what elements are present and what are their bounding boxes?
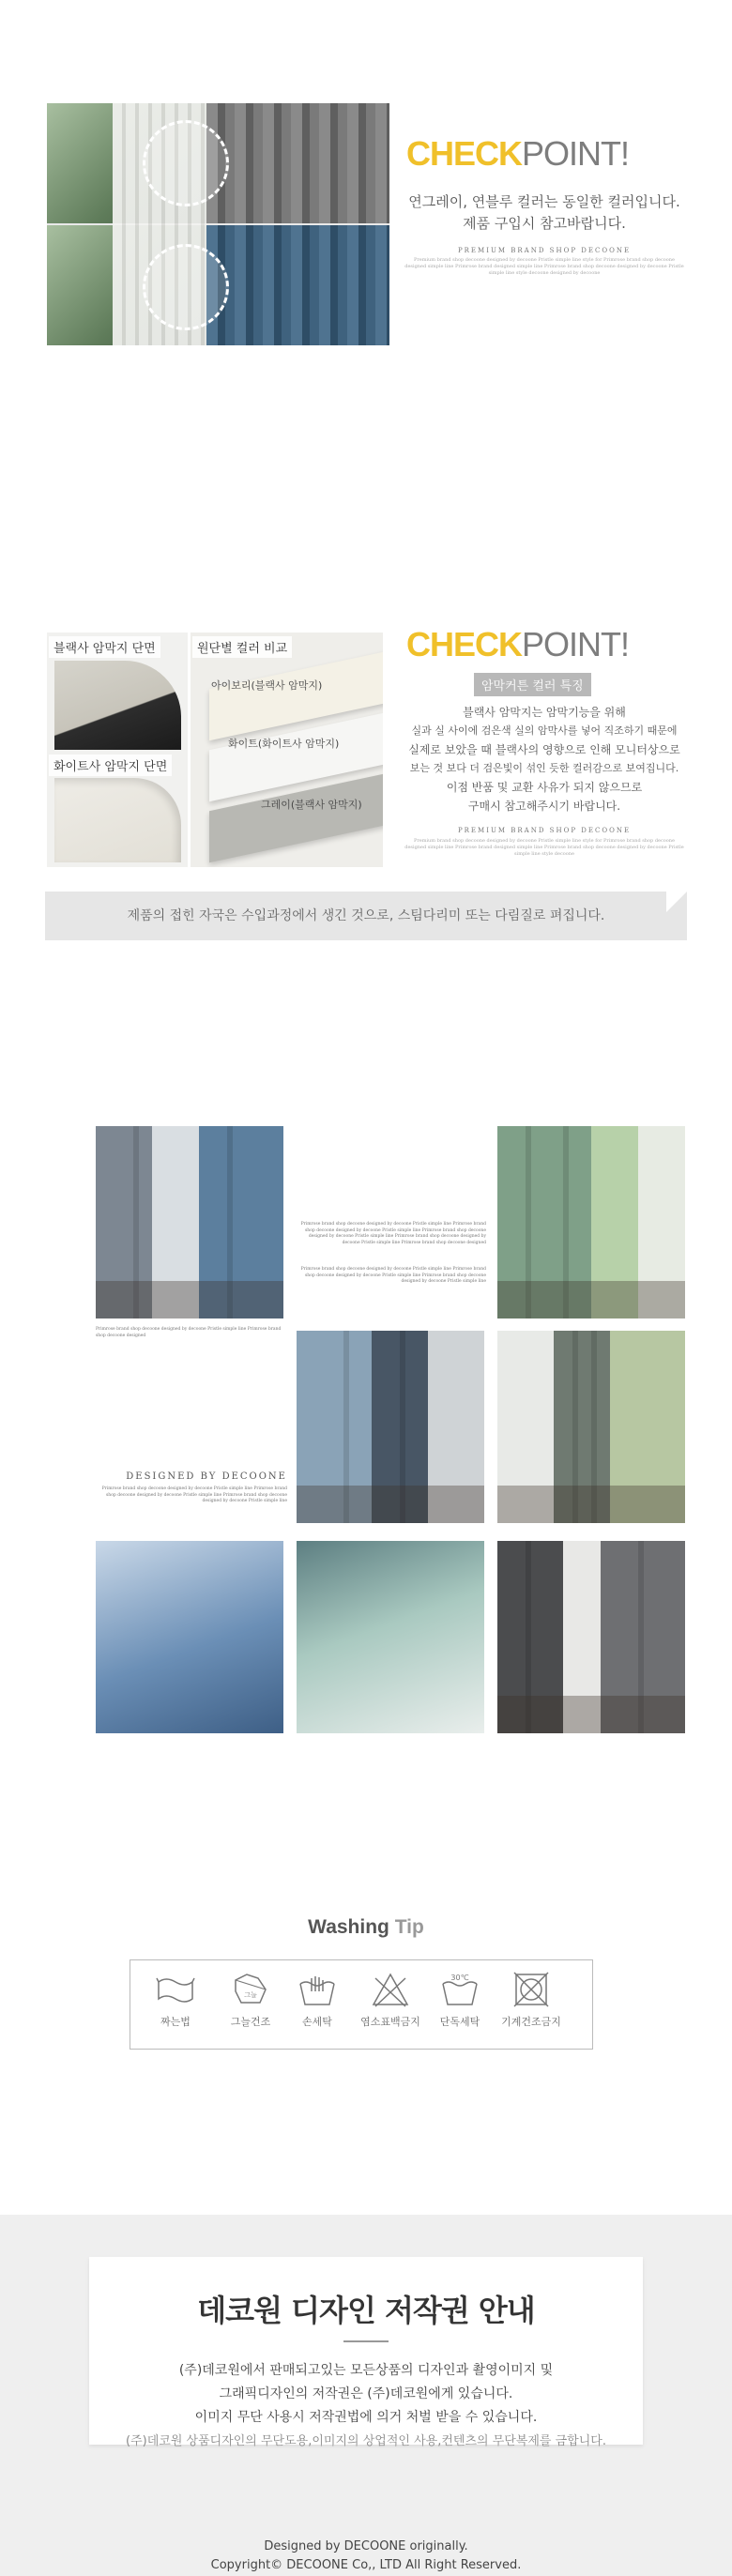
wash-item-wring	[145, 1971, 206, 2029]
label-gray: 그레이(블랙사 암막지)	[261, 799, 362, 811]
gallery-photo-curtains-gray-blue	[96, 1126, 283, 1318]
washing-tip-title	[0, 1916, 732, 1939]
shade-dry-mark: 그늘	[244, 1991, 257, 1999]
designed-by-label: DESIGNED BY DECOONE	[126, 1471, 287, 1482]
color-compare-photo	[191, 633, 383, 867]
wash-30-icon	[439, 1971, 480, 2008]
checkpoint2-title	[406, 625, 629, 664]
wash-label: 기계건조금지	[501, 2016, 561, 2028]
wash-label: 염소표백금지	[360, 2016, 420, 2028]
gallery-caption: Primrose brand shop decoone designed by decoone Pristle simple line Primrose brand shop decoone designed by decoone Pristle simple line Primrose brand shop decoone designed by decoone Pristle simple line Primrose brand shop decoone designed by decoone Pristle simple line Primrose brand shop decoone designed	[300, 1222, 486, 1245]
gallery-photo-curtains-dark-gray	[497, 1541, 685, 1733]
wash-item-no-tumble-dry	[501, 1971, 561, 2029]
curtain-color-photo	[47, 103, 389, 345]
checkpoint2-description	[404, 703, 685, 815]
blackout-badge: 암막커튼 컬러 특징	[474, 673, 591, 696]
copyright-line: 그래픽디자인의 저작권은 (주)데코원에게 있습니다.	[219, 2386, 513, 2401]
gallery-caption: Primrose brand shop decoone designed by decoone Pristle simple line Primrose brand shop decoone designed by decoone Pristle simple line Primrose brand shop decoone designed by decoone Pristle simple line	[101, 1486, 287, 1503]
gallery-photo-curtains-gray-window	[497, 1331, 685, 1523]
label-white-section: 화이트사 암막지 단면	[49, 755, 172, 776]
wash-item-shade-dry	[221, 1971, 281, 2029]
fine-print: Premium brand shop decoone designed by decoone Pristle simple line style for Primrose brand shop decoone designed simple line Primrose brand designed simple line Primrose brand shop decoone designed by decoone Pristle simple line style decoone	[404, 838, 684, 857]
no-tumble-dry-icon	[511, 1971, 552, 2008]
blackout-section-photo	[47, 633, 188, 867]
description-line: 보는 것 보다 더 검은빛이 섞인 듯한 컬러감으로 보여집니다.	[409, 762, 679, 774]
hand-wash-icon	[155, 1971, 196, 2008]
gallery-photo-curtains-green	[497, 1126, 685, 1318]
description-line: 제품 구입시 참고바랍니다.	[463, 215, 626, 232]
copyright-line: 이미지 무단 사용시 저작권법에 의거 처벌 받을 수 있습니다.	[194, 2410, 538, 2425]
washing-title-tip: Tip	[394, 1916, 424, 1938]
copyright-body	[89, 2359, 643, 2453]
checkpoint2-title-point: POINT!	[522, 625, 630, 663]
wash-label: 짜는법	[160, 2016, 191, 2028]
light-blue-curtain	[206, 225, 389, 345]
label-ivory: 아이보리(블랙사 암막지)	[211, 679, 323, 692]
highlight-circle-top	[143, 120, 229, 206]
wash-label: 그늘건조	[230, 2016, 271, 2028]
gallery-caption: Primrose brand shop decoone designed by decoone Pristle simple line Primrose brand shop decoone designed	[96, 1327, 282, 1338]
wash-label: 손세탁	[302, 2016, 332, 2028]
description-line: 이점 반품 및 교환 사유가 되지 않으므로	[446, 781, 643, 794]
highlight-circle-bottom	[143, 244, 229, 330]
checkpoint-title-check: CHECK	[406, 134, 523, 173]
gallery-caption: Primrose brand shop decoone designed by decoone Pristle simple line Primrose brand shop decoone designed by decoone Pristle simple line Primrose brand shop decoone designed by decoone Pristle simple line	[300, 1267, 486, 1284]
hand-wash-basin-icon	[297, 1971, 338, 2008]
description-line: 구매시 참고해주시기 바랍니다.	[467, 800, 621, 813]
gallery-photo-blue-fabric	[96, 1541, 283, 1733]
fine-print: Premium brand shop decoone designed by decoone Pristle simple line style for Primrose brand shop decoone designed simple line Primrose brand designed simple line Primrose brand shop decoone designed by decoone Pristle simple line style decoone designed by decoone	[404, 257, 684, 276]
description-line: 연그레이, 연블루 컬러는 동일한 컬러입니다.	[408, 193, 680, 210]
checkpoint-title	[406, 134, 629, 174]
shade-dry-icon	[230, 1971, 271, 2008]
description-line: 실과 실 사이에 검은색 실의 암막사를 넣어 직조하기 때문에	[411, 724, 678, 737]
brand-line: PREMIUM BRAND SHOP DECOONE	[457, 247, 632, 254]
checkpoint-title-point: POINT!	[522, 134, 630, 173]
black-blackout-fabric	[54, 661, 181, 750]
gallery-photo-curtains-blue-white	[297, 1331, 484, 1523]
wash-30-mark: 30℃	[450, 1974, 469, 1982]
wash-item-no-bleach	[360, 1971, 420, 2029]
checkpoint2-title-check: CHECK	[406, 625, 523, 663]
label-white: 화이트(화이트사 암막지)	[228, 738, 340, 750]
wash-item-separate-wash	[430, 1971, 490, 2029]
checkpoint-description	[404, 191, 685, 235]
gallery-photo-fabric-swatches	[297, 1541, 484, 1733]
copyright-line: (주)데코원 상품디자인의 무단도용,이미지의 상업적인 사용,컨텐츠의 무단복제를 금합니다.	[126, 2434, 606, 2448]
credit-text	[0, 2538, 732, 2575]
light-gray-curtain	[206, 103, 389, 223]
wash-label: 단독세탁	[439, 2016, 480, 2028]
washing-title-main: Washing	[308, 1916, 389, 1938]
no-bleach-icon	[370, 1971, 411, 2008]
title-divider	[343, 2340, 389, 2342]
description-line: 실제로 보았을 때 블랙사의 영향으로 인해 모니터상으로	[408, 743, 680, 756]
white-blackout-fabric	[54, 778, 181, 862]
copyright-line: (주)데코원에서 판매되고있는 모든상품의 디자인과 촬영이미지 및	[178, 2363, 554, 2378]
notice-banner-text: 제품의 접힌 자국은 수입과정에서 생긴 것으로, 스팀다리미 또는 다림질로 펴집니다.	[127, 908, 605, 923]
wash-item-hand-wash	[287, 1971, 347, 2029]
credit-line: Designed by DECOONE originally.	[264, 2539, 468, 2553]
copyright-title: 데코원 디자인 저작권 안내	[197, 2293, 535, 2328]
label-black-section: 블랙사 암막지 단면	[49, 636, 160, 658]
brand-line: PREMIUM BRAND SHOP DECOONE	[457, 827, 632, 834]
credit-line: Copyright© DECOONE Co,, LTD All Right Reserved.	[210, 2558, 522, 2572]
description-line: 블랙사 암막지는 암막기능을 위해	[463, 706, 626, 719]
label-compare: 원단별 컬러 비교	[192, 636, 292, 658]
